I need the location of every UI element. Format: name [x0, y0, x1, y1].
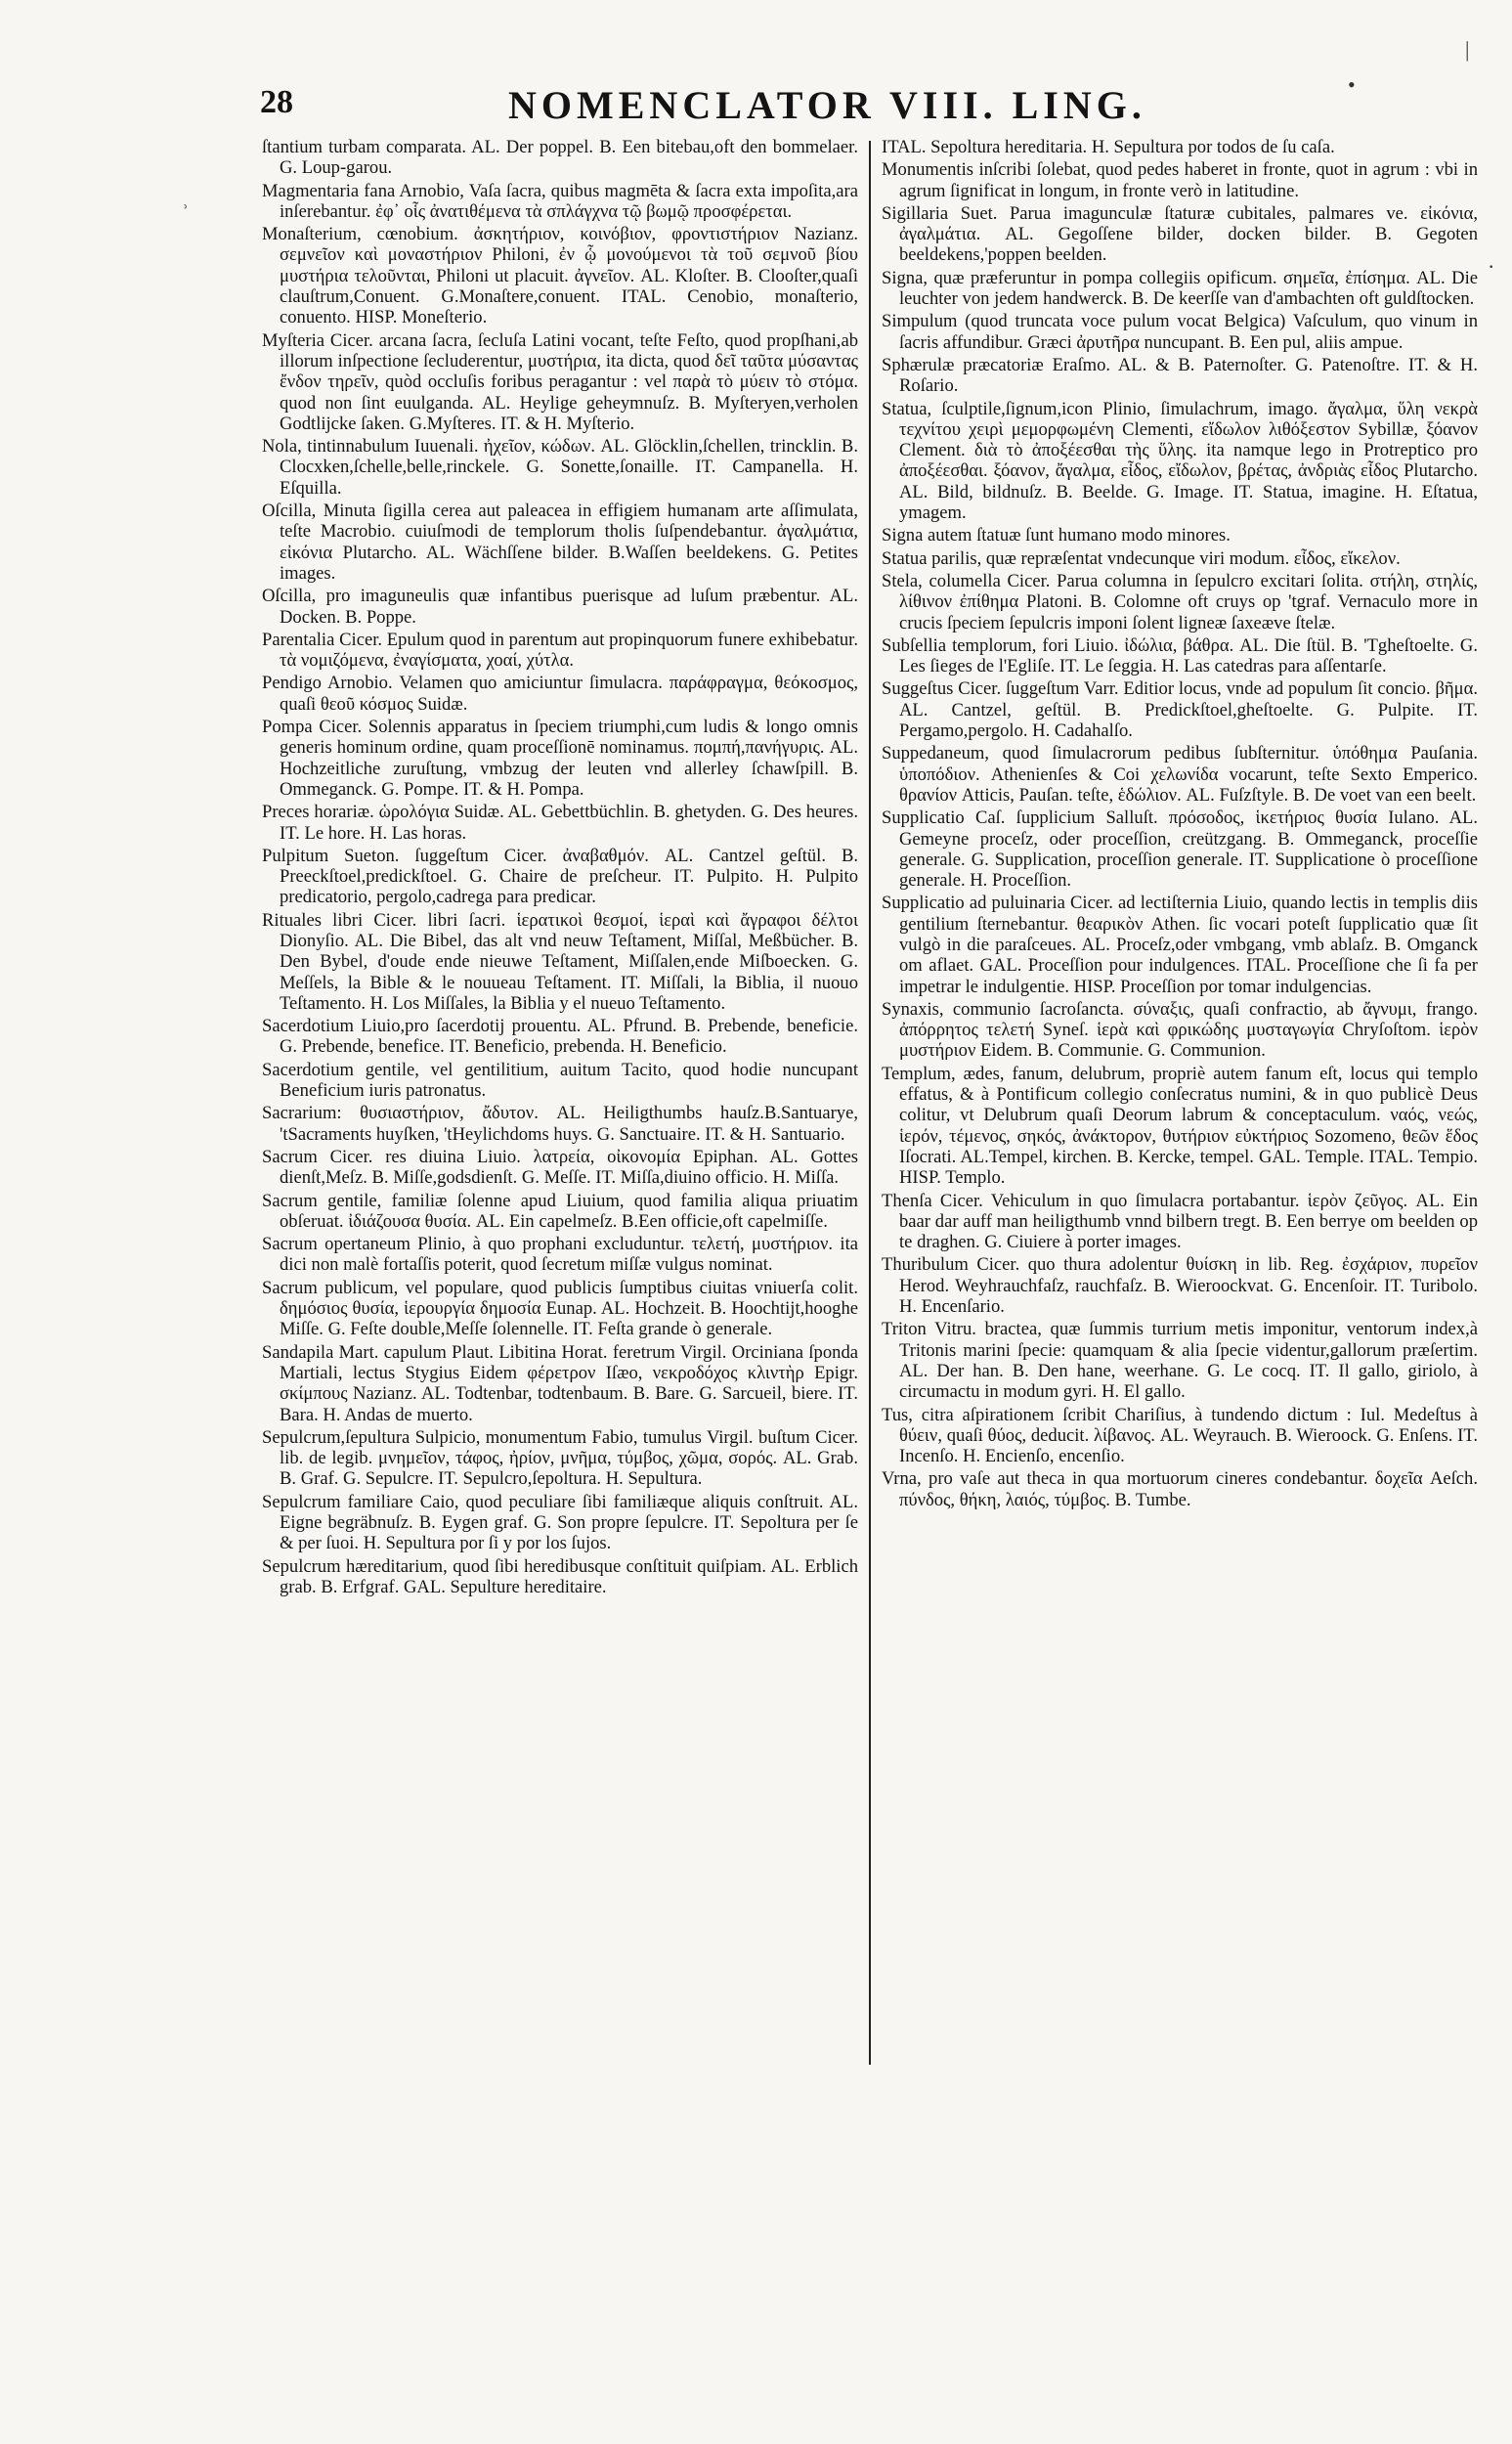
- dictionary-entry: Pulpitum Sueton. ſuggeſtum Cicer. ἀναβαθμόν. AL. Cantzel geſtül. B. Preeckſtoel,predickſtoel. G. Chaire de preſcheur. IT. Pulpito. H. Pulpito predicatorio, pergolo,cadrega para predicar.: [262, 845, 858, 908]
- margin-mark: ʾ: [182, 200, 190, 225]
- dictionary-entry: Magmentaria fana Arnobio, Vaſa ſacra, quibus magmēta & ſacra exta impoſita,ara inſerebantur. ἐφ᾽ οἷς ἀνατιθέμενα τὰ σπλάγχνα τῷ βωμῷ προσφέρεται.: [262, 180, 858, 222]
- dictionary-entry: Sepulcrum,ſepultura Sulpicio, monumentum Fabio, tumulus Virgil. buſtum Cicer. lib. de legib. μνημεῖον, τάφος, ἠρίον, μνῆμα, τύμβος, χῶμα, σορός. AL. Grab. B. Graf. G. Sepulcre. IT. Sepulcro,ſepoltura. H. Sepultura.: [262, 1426, 858, 1490]
- dictionary-entry: Signa, quæ præferuntur in pompa collegiis opificum. σημεῖα, ἐπίσημα. AL. Die leuchter von jedem handwerck. B. De keerſſe van d'ambachten oft guldſtocken.: [882, 267, 1478, 310]
- dictionary-entry: Rituales libri Cicer. libri ſacri. ἱερατικοὶ θεσμοί, ἱεραὶ καὶ ἄγραφοι δέλτοι Dionyſio. AL. Die Bibel, das alt vnd neuw Teſtament, Miſſal, Meßbücher. B. Den Bybel, d'oude ende nieuwe Teſtament, Miſſalen,ende Miſboecken. G. Meſſels, la Bible & le nouueau Teſtament. IT. Miſſali, la Biblia, il nuouo Teſtamento. H. Los Miſſales, la Biblia y el nueuo Teſtamento.: [262, 909, 858, 1014]
- running-title: NOMENCLATOR VIII. LING.: [508, 83, 1146, 127]
- dictionary-entry: Sacrum publicum, vel populare, quod publicis ſumptibus ciuitas vniuerſa colit. δημόσιος θυσία, ἱερουργία δημοσία Eunap. AL. Hochzeit. B. Hoochtijt,hooghe Miſſe. G. Feſte double,Meſſe ſolennelle. IT. Feſta grande ò generale.: [262, 1277, 858, 1340]
- dictionary-entry: Sandapila Mart. capulum Plaut. Libitina Horat. feretrum Virgil. Orciniana ſponda Martiali, lectus Stygius Eidem φέρετρον Iſæo, νεκροδόχος κλιντὴρ Epigr. σκίμπους Nazianz. AL. Todtenbar, todtenbaum. B. Bare. G. Sarcueil, biere. IT. Bara. H. Andas de muerto.: [262, 1341, 858, 1425]
- dictionary-entry: Myſteria Cicer. arcana ſacra, ſecluſa Latini vocant, teſte Feſto, quod propſhani,ab illorum inſpectione ſecluderentur, μυστήρια, ita dicta, quod δεῖ ταῦτα μύσαντας ἔνδον τηρεῖν, quòd occluſis foribus peragantur : vel παρὰ τὸ μύειν τὸ στόμα. quod non ſint euulganda. AL. Heylige geheymnuſz. B. Myſteryen,verholen Godtlijcke ſaken. G.Myſteres. IT. & H. Myſterio.: [262, 329, 858, 434]
- dictionary-entry: Thenſa Cicer. Vehiculum in quo ſimulacra portabantur. ἱερὸν ζεῦγος. AL. Ein baar dar auff man heiligthumb vnnd bilbern tregt. B. Een berrye om beelden op te draghen. G. Ciuiere à porter images.: [882, 1190, 1478, 1253]
- left-column: [262, 137, 858, 1599]
- dictionary-entry: Statua, ſculptile,ſignum,icon Plinio, ſimulachrum, imago. ἄγαλμα, ὕλη νεκρὰ τεχνίτου χειρὶ μεμορφωμένη Clementi, εἴδωλον λιθόξεστον Sybillæ, ξόανον Clement. διὰ τὸ ἀποξέεσθαι τὴς ὕλης. ita namque lego in Protreptico pro ἀποξέεσθαι. ξόανον, ἄγαλμα, εἶδος, εἴδωλον, βρέτας, ἀνδριὰς εἶδος Plutarcho. AL. Bild, bildnuſz. B. Beelde. G. Image. IT. Statua, imagine. H. Eſtatua, ymagem.: [882, 398, 1478, 524]
- dictionary-entry: Sacerdotium gentile, vel gentilitium, auitum Tacito, quod hodie nuncupant Beneficium iuris patronatus.: [262, 1059, 858, 1102]
- page-number: 28: [260, 84, 293, 120]
- column-divider: [869, 141, 871, 2065]
- dictionary-entry: Oſcilla, Minuta ſigilla cerea aut paleacea in effigiem humanam arte aſſimulata, teſte Macrobio. cuiuſmodi de templorum tholis ſuſpendebantur. ἀγαλμάτια, εἰκόνια Plutarcho. AL. Wächſſene bilder. B.Waſſen beeldekens. G. Petites images.: [262, 501, 858, 584]
- dictionary-entry: Pendigo Arnobio. Velamen quo amiciuntur ſimulacra. παράφραγμα, θεόκοσμος, quaſi θεοῦ κόσμος Suidæ.: [262, 673, 858, 715]
- dictionary-entry: Sphærulæ præcatoriæ Eraſmo. AL. & B. Paternoſter. G. Patenoſtre. IT. & H. Roſario.: [882, 354, 1478, 397]
- dictionary-entry: Subſellia templorum, fori Liuio. ἰδώλια, βάθρα. AL. Die ſtül. B. 'Tgheſtoelte. G. Les ſieges de l'Egliſe. IT. Le ſeggia. H. Las catedras para aſſentarſe.: [882, 634, 1478, 677]
- dictionary-entry: Nola, tintinnabulum Iuuenali. ἠχεῖον, κώδων. AL. Glöcklin,ſchellen, trincklin. B. Clocxken,ſchelle,belle,rinckele. G. Sonette,ſonaille. IT. Campanella. H. Eſquilla.: [262, 436, 858, 499]
- dictionary-entry: Synaxis, communio ſacroſancta. σύναξις, quaſi confractio, ab ἄγνυμι, frango. ἀπόρρητος τελετή Syneſ. ἱερὰ καὶ φρικώδης μυσταγωγία Chryſoſtom. ἱερὸν μυστήριον Eidem. B. Communie. G. Communion.: [882, 998, 1478, 1062]
- dictionary-entry: Suppedaneum, quod ſimulacrorum pedibus ſubſternitur. ὑπόθημα Pauſania. ὑποπόδιον. Athenienſes & Coi χελωνίδα vocarunt, teſte Sexto Emperico. θρανίον Atticis, Pauſan. teſte, ἑδώλιον. AL. Fuſzſtyle. B. De voet van een beelt.: [882, 743, 1478, 806]
- dictionary-entry: ITAL. Sepoltura hereditaria. H. Sepultura por todos de ſu caſa.: [882, 137, 1335, 157]
- margin-mark: |: [1465, 37, 1470, 62]
- dictionary-entry: Sacrum Cicer. res diuina Liuio. λατρεία, οἰκονομία Epiphan. AL. Gottes dienſt,Meſz. B. Miſſe,godsdienſt. G. Meſſe. IT. Miſſa,diuino officio. H. Miſſa.: [262, 1146, 858, 1189]
- dictionary-entry: ſtantium turbam comparata. AL. Der poppel. B. Een bitebau,oft den bommelaer. G. Loup-garou.: [262, 137, 858, 179]
- dictionary-entry: Supplicatio ad puluinaria Cicer. ad lectiſternia Liuio, quando lectis in templis diis gentilium ſternebantur. θεαρικὸν Athen. ſic vocari poteſt ſupplicatio quæ ſit vulgò in die paraſceues. AL. Proceſz,oder vmbgang, vmb ablaſz. B. Omganck om aflaet. GAL. Proceſſion pour indulgences. ITAL. Proceſſione che ſi fa per impetrar le indulgentie. HISP. Proceſſion por tomar indulgencias.: [882, 893, 1478, 997]
- dictionary-entry: Sacrarium: θυσιαστήριον, ἄδυτον. AL. Heiligthumbs hauſz.B.Santuarye, 'tSacraments huyſken, 'tHeylichdoms huys. G. Sanctuaire. IT. & H. Santuario.: [262, 1103, 858, 1145]
- dictionary-entry: Tus, citra aſpirationem ſcribit Chariſius, à tundendo dictum : Iul. Medeſtus à θύειν, quaſi θύος, deducit. λίβανος. AL. Weyrauch. B. Wieroock. G. Enſens. IT. Incenſo. H. Encienſo, encenſio.: [882, 1404, 1478, 1467]
- dictionary-entry: Oſcilla, pro imaguneulis quæ infantibus puerisque ad luſum præbentur. AL. Docken. B. Poppe.: [262, 586, 858, 628]
- dictionary-entry: Sigillaria Suet. Parua imagunculæ ſtaturæ cubitales, palmares ve. εἰκόνια, ἀγαλμάτια. AL. Gegoſſene bilder, docken bilder. B. Gegoten beeldekens,'poppen beelden.: [882, 202, 1478, 266]
- dictionary-entry: Supplicatio Caſ. ſupplicium Salluſt. πρόσοδος, ἱκετήριος θυσία Iulano. AL. Gemeyne proceſz, oder proceſſion, creützgang. B. Ommeganck, proceſſie generale. G. Supplication, proceſſion generale. IT. Supplicatione ò proceſſione generale. H. Proceſſion.: [882, 807, 1478, 892]
- dictionary-entry: Sepulcrum familiare Caio, quod peculiare ſibi familiæque aliquis conſtruit. AL. Eigne begräbnuſz. B. Eygen graf. G. Son propre ſepulcre. IT. Sepoltura per ſe & per ſuoi. H. Sepultura por ſi y por los ſujos.: [262, 1491, 858, 1554]
- dictionary-entry: Statua parilis, quæ repræſentat vndecunque viri modum. εἶδος, εἴκελον.: [882, 547, 1401, 569]
- dictionary-entry: Simpulum (quod truncata voce pulum vocat Belgica) Vaſculum, quo vinum in ſacris affundibur. Græci ἀρυτῆρα nuncupant. B. Een pul, aliis ampue.: [882, 311, 1478, 353]
- dictionary-entry: Monaſterium, cœnobium. ἀσκητήριον, κοινόβιον, φροντιστήριον Nazianz. σεμνεῖον καὶ μοναστήριον Philoni, ἐν ᾧ μονούμενοι τὰ τοῦ σεμνοῦ βίου μυστήρια τελοῦνται, Philoni ut placuit. ἀγνεῖον. AL. Kloſter. B. Clooſter,quaſi clauſtrum,Conuent. G.Monaſtere,conuent. ITAL. Cenobio, monaſterio, conuento. HISP. Moneſterio.: [262, 224, 858, 328]
- margin-mark: ·: [1488, 254, 1495, 279]
- dictionary-entry: Sacerdotium Liuio,pro ſacerdotij prouentu. AL. Pfrund. B. Prebende, beneficie. G. Prebende, benefice. IT. Beneficio, prebenda. H. Beneficio.: [262, 1016, 858, 1058]
- dictionary-entry: Thuribulum Cicer. quo thura adolentur θυίσκη in lib. Reg. ἐσχάριον, πυρεῖον Herod. Weyhrauchfaſz, rauchfaſz. B. Wieroockvat. G. Encenſoir. IT. Turibolo. H. Encenſario.: [882, 1254, 1478, 1318]
- dictionary-entry: Monumentis inſcribi ſolebat, quod pedes haberet in fronte, quot in agrum : vbi in agrum ſignificat in longum, in fronte verò in latitudine.: [882, 159, 1478, 201]
- dictionary-entry: Templum, ædes, fanum, delubrum, propriè autem fanum eſt, locus qui templo effatus, & à Pontificum collegio conſecratus numini, & in quo publicè Deus colitur, vt Delubrum quaſi Deorum labrum & conceptaculum. ναός, νεώς, ἱερόν, τέμενος, σηκός, ἀνάκτορον, θυτήριον εὐκτήριος Sozomeno, θεῶν ἕδος Iſocrati. AL.Tempel, kirchen. B. Kercke, tempel. GAL. Temple. ITAL. Tempio. HISP. Templo.: [882, 1063, 1478, 1189]
- dictionary-entry: Stela, columella Cicer. Parua columna in ſepulcro excitari ſolita. στήλη, στηλίς, λίθινον ἐπίθημα Platoni. B. Colomne oft cruys op 'tgraf. Vernaculo more in crucis ſpeciem ſepulcris imponi ſolent ligneæ ſaxeæve ſtelæ.: [882, 570, 1478, 633]
- dictionary-entry: Pompa Cicer. Solennis apparatus in ſpeciem triumphi,cum ludis & longo omnis generis hominum ordine, quam proceſſionē nominamus. πομπή,πανήγυρις. AL. Hochzeitliche zuruſtung, vmbzug der leuten vnd allerley ſchawſpill. B. Ommeganck. G. Pompe. IT. & H. Pompa.: [262, 717, 858, 800]
- margin-mark: •: [1348, 72, 1356, 97]
- dictionary-entry: Suggeſtus Cicer. ſuggeſtum Varr. Editior locus, vnde ad populum ſit concio. βῆμα. AL. Cantzel, geſtül. B. Predickſtoel,gheſtoelte. G. Pulpite. IT. Pergamo,pergolo. H. Cadahalſo.: [882, 678, 1478, 742]
- dictionary-entry: Vrna, pro vaſe aut theca in qua mortuorum cineres condebantur. δοχεῖα Aeſch. πύνδος, θήκη, λαιός, τύμβος. B. Tumbe.: [882, 1468, 1478, 1510]
- dictionary-entry: Sacrum opertaneum Plinio, à quo prophani excluduntur. τελετή, μυστήριον. ita dici non malè fortaſſis poterit, quod ſecretum miſſæ vulgus nominat.: [262, 1234, 858, 1276]
- dictionary-entry: Parentalia Cicer. Epulum quod in parentum aut propinquorum funere exhibebatur. τὰ νομιζόμενα, ἐναγίσματα, χοαί, χύτλα.: [262, 629, 858, 672]
- dictionary-entry: Triton Vitru. bractea, quæ ſummis turrium metis imponitur, ventorum index,à Tritonis marini ſpecie: quamquam & alia ſpecie videntur,gallorum præſertim. AL. Der han. B. Den hane, weerhane. G. Le cocq. IT. Il gallo, giriolo, à circumactu in modum gyri. H. El gallo.: [882, 1319, 1478, 1403]
- dictionary-entry: Sepulcrum hæreditarium, quod ſibi heredibusque conſtituit quiſpiam. AL. Erblich grab. B. Erfgraf. GAL. Sepulture hereditaire.: [262, 1555, 858, 1597]
- right-column: [882, 137, 1478, 1512]
- dictionary-entry: Signa autem ſtatuæ ſunt humano modo minores.: [882, 525, 1231, 546]
- dictionary-entry: Sacrum gentile, familiæ ſolenne apud Liuium, quod familia aliqua priuatim obſeruat. ἰδιάζουσα θυσία. AL. Ein capelmeſz. B.Een officie,oft capelmiſſe.: [262, 1190, 858, 1232]
- dictionary-entry: Preces horariæ. ὡρολόγια Suidæ. AL. Gebettbüchlin. B. ghetyden. G. Des heures. IT. Le hore. H. Las horas.: [262, 802, 858, 844]
